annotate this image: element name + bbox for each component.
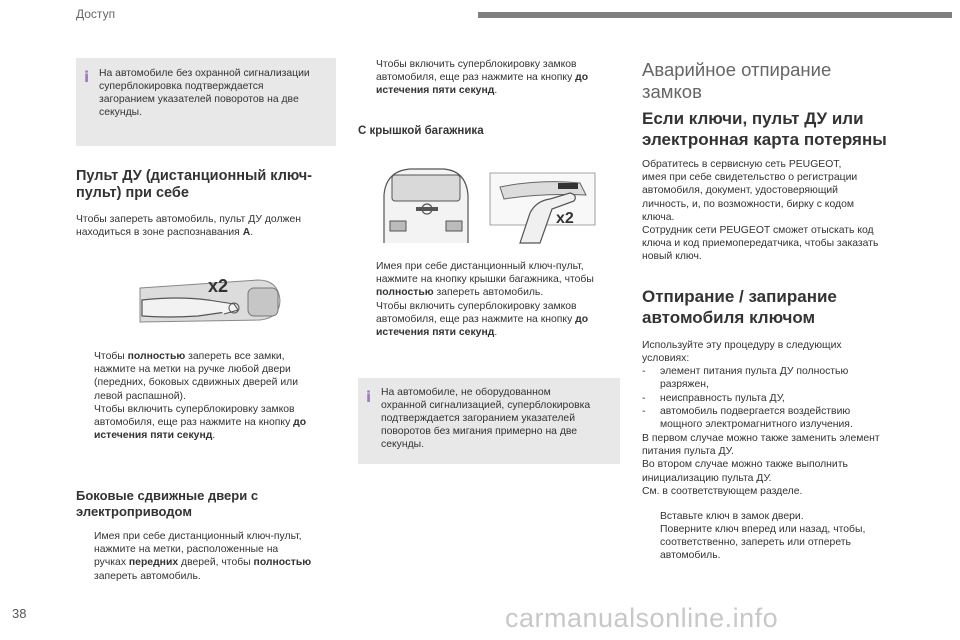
heading-line: электроприводом (76, 504, 192, 519)
bullet-bold: истечения пяти секунд (94, 430, 213, 442)
dash-text: разряжен, (660, 379, 709, 391)
door-handle-illustration (138, 270, 288, 340)
dash-text: элемент питания пульта ДУ полностью (660, 366, 849, 377)
bullet-text: запереть все замки, (185, 351, 285, 362)
bullet-text: . (494, 85, 498, 97)
heading-line: Пульт ДУ (дистанционный ключ- (76, 168, 313, 184)
info-box-2-line: охранной сигнализацией, суперблокировка (381, 400, 591, 411)
bullet-tailgate-lock (358, 260, 620, 302)
bullet-text: Чтобы включить суперблокировку замков (376, 301, 577, 312)
info-icon: i (84, 68, 90, 86)
title-line: Аварийное отпирание (642, 59, 832, 80)
heading-remote (76, 168, 312, 202)
intro-end: . (250, 227, 254, 239)
bullet-bold: полностью (376, 287, 434, 299)
para-line: личность, и, по возможности, бирку с кодом (642, 198, 855, 210)
dash-text: неисправность пульта ДУ, (660, 393, 785, 404)
header-rule (478, 12, 952, 18)
heading-sliding-doors (76, 488, 258, 520)
info-box-1-line: суперблокировка подтверждается (99, 81, 264, 92)
info-box-1 (76, 58, 336, 146)
bullet-text: . (212, 430, 216, 442)
para-line: ключа. (642, 211, 675, 223)
bullet-text: Чтобы включить суперблокировку замков (376, 59, 577, 70)
bullet-full-lock (76, 350, 336, 406)
bullet-text: Чтобы включить суперблокировку замков (94, 404, 295, 415)
bullet-turn-key (642, 523, 914, 565)
info-box-2 (358, 378, 620, 464)
info-box-1-line: загоранием указателей поворотов на две (99, 94, 299, 105)
title-line: замков (642, 81, 702, 102)
dash-marker: - (642, 366, 646, 377)
section-title (642, 59, 831, 103)
intro-line: находиться в зоне распознавания (76, 227, 243, 239)
bullet-text: соответственно, запереть или отпереть (660, 537, 851, 549)
bullet-text: . (494, 327, 498, 339)
press-twice-label: x2 (208, 276, 229, 296)
bullet-text: Чтобы (94, 351, 128, 362)
bullet-text: ручках (94, 557, 129, 569)
para-line: новый ключ. (642, 251, 702, 263)
intro-line: Чтобы запереть автомобиль, пульт ДУ должен (76, 214, 301, 225)
para-line: Во втором случае можно также выполнить (642, 459, 848, 471)
subtitle-line: Если ключи, пульт ДУ или (642, 109, 864, 128)
info-box-2-line: поворотов без мигания примерно на две (381, 426, 578, 437)
bullet-superlock-top (358, 58, 620, 100)
info-box-2-line: На автомобиле, не оборудованном (381, 387, 551, 398)
bullet-text: нажмите на кнопку крышки багажника, чтобы (376, 274, 594, 286)
bullet-bold: полностью (127, 351, 186, 362)
bullet-text: автомобиля, еще раз нажмите на кнопку (376, 314, 576, 326)
para-line: автомобиля, документ, удостоверяющий (642, 185, 838, 197)
para-line: Сотрудник сети PEUGEOT сможет отыскать код (642, 225, 874, 237)
bullet-sliding-doors (76, 530, 336, 586)
bullet-text: нажмите на метки, расположенные на (94, 544, 279, 556)
watermark: carmanualsonline.info (505, 603, 779, 633)
info-box-2-line: подтверждается загоранием указателей (381, 413, 575, 424)
bullet-bold: до (293, 417, 307, 429)
bullet-text: автомобиль. (660, 550, 721, 562)
bullet-text: (передних, боковых сдвижных дверей или (94, 377, 298, 389)
info-box-2-line: секунды. (381, 439, 424, 450)
dash-text: мощного электромагнитного излучения. (660, 419, 853, 431)
heading-line: Боковые сдвижные двери с (76, 488, 259, 503)
info-icon: i (366, 388, 372, 406)
para-line: См. в соответствующем разделе. (642, 485, 803, 497)
dash-item (642, 392, 914, 406)
info-box-1-line: секунды. (99, 107, 142, 118)
bullet-bold: истечения пяти секунд (376, 327, 495, 339)
paragraph-service (642, 158, 914, 264)
bullet-text: левой распашной). (94, 390, 186, 402)
dash-marker: - (642, 406, 646, 417)
bullet-text: Поверните ключ вперед или назад, чтобы, (660, 524, 866, 535)
bullet-insert-key (642, 510, 914, 524)
heading-line: пульт) при себе (76, 185, 189, 201)
page-number: 38 (12, 606, 27, 621)
bullet-text: Имея при себе дистанционный ключ-пульт, (376, 261, 584, 272)
intro-paragraph (76, 213, 336, 239)
para-line: условиях: (642, 353, 690, 365)
para-line: Обратитесь в сервисную сеть PEUGEOT, (642, 159, 842, 170)
para-line: имея при себе свидетельство о регистрации (642, 172, 858, 184)
subtitle-line: автомобиля ключом (642, 308, 816, 327)
paragraph-cases (642, 432, 922, 498)
paragraph-conditions (642, 339, 914, 365)
bullet-text: запереть автомобиль. (433, 287, 544, 299)
dash-item (642, 405, 914, 433)
bullet-bold: до (575, 72, 589, 84)
header-section-label: Доступ (76, 7, 116, 21)
subtitle-line: электронная карта потеряны (642, 130, 887, 149)
para-line: ключа и код приемопередатчика, чтобы заказать (642, 238, 879, 250)
bullet-text: нажмите на метки на ручке любой двери (94, 364, 291, 376)
bullet-text: запереть автомобиль. (94, 570, 201, 582)
bullet-superlock-2 (358, 300, 620, 342)
para-line: В первом случае можно также заменить элемент (642, 433, 880, 444)
bullet-bold: истечения пяти секунд (376, 85, 495, 97)
bullet-text: автомобиля, еще раз нажмите на кнопку (94, 417, 294, 429)
para-line: питания пульта ДУ. (642, 446, 734, 458)
dash-marker: - (642, 393, 646, 404)
info-box-1-line: На автомобиле без охранной сигнализации (99, 68, 310, 79)
bullet-text: дверей, чтобы (178, 557, 254, 569)
bullet-text: Имея при себе дистанционный ключ-пульт, (94, 531, 302, 542)
bullet-bold: полностью (253, 557, 312, 569)
tailgate-illustration (380, 165, 605, 245)
bullet-bold: передних (128, 557, 179, 569)
press-twice-label: x2 (556, 210, 574, 227)
subtitle-key-unlock (642, 286, 837, 328)
para-line: инициализацию пульта ДУ. (642, 472, 772, 484)
dash-item (642, 365, 914, 393)
subtitle-line: Отпирание / запирание (642, 287, 837, 306)
para-line: Используйте эту процедуру в следующих (642, 340, 842, 351)
bullet-text: автомобиля, еще раз нажмите на кнопку (376, 72, 576, 84)
subtitle-lost-keys (642, 108, 887, 150)
bullet-text: Вставьте ключ в замок двери. (660, 511, 804, 522)
bullet-superlock-1 (76, 403, 336, 445)
bullet-bold: до (575, 314, 589, 326)
dash-text: автомобиль подвергается воздействию (660, 406, 851, 417)
heading-tailgate: С крышкой багажника (358, 125, 484, 137)
zone-label: A (242, 227, 251, 239)
